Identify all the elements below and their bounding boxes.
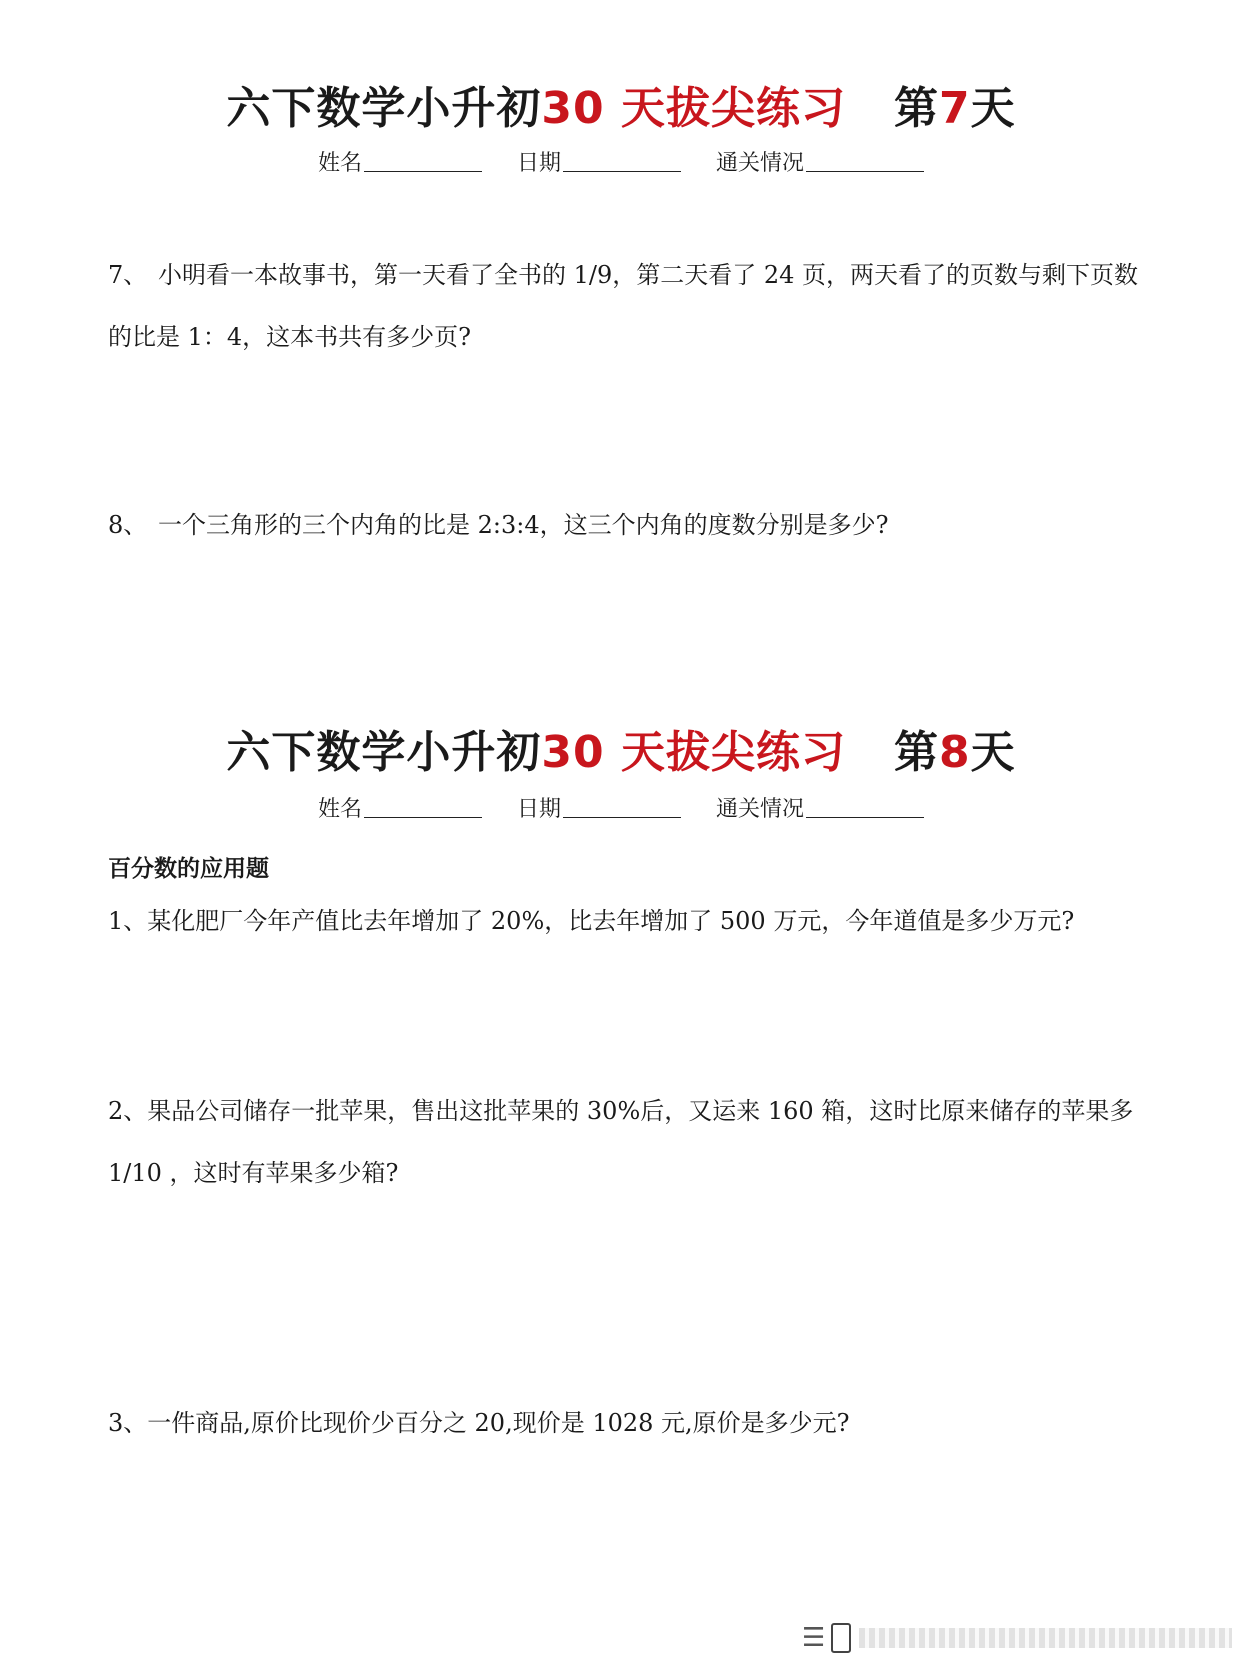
title-day-number: 7 [938, 83, 971, 134]
question-number: 2、 [108, 1097, 148, 1125]
question-3 [108, 1392, 1158, 1454]
date-field[interactable] [517, 146, 681, 177]
title-day-prefix: 第 [893, 727, 939, 778]
question-2 [108, 1080, 1158, 1204]
title-day-suffix: 天 [970, 83, 1016, 134]
title-day-number: 8 [938, 727, 971, 778]
title-highlight-text: 30 天拔尖练习 [541, 83, 846, 134]
question-number: 1、 [108, 907, 148, 935]
status-field[interactable] [716, 792, 924, 823]
date-blank[interactable] [563, 171, 681, 172]
question-number: 7、 [108, 261, 148, 289]
question-text: 一个三角形的三个内角的比是 2:3:4，这三个内角的度数分别是多少? [158, 511, 889, 539]
page-title-day8 [0, 716, 1242, 780]
name-blank[interactable] [364, 817, 482, 818]
student-info-row-day8 [0, 792, 1242, 823]
bookmark-icon [831, 1623, 851, 1653]
lines-icon: ☰ [802, 1623, 826, 1653]
student-info-row-day7 [0, 146, 1242, 177]
title-main-text: 六下数学小升初 [226, 727, 542, 778]
question-7 [108, 244, 1158, 368]
title-highlight-text: 30 天拔尖练习 [541, 727, 846, 778]
status-label: 通关情况 [716, 797, 805, 822]
status-label: 通关情况 [716, 151, 805, 176]
name-field[interactable] [318, 792, 482, 823]
status-blank[interactable] [806, 817, 924, 818]
page-title-day7 [0, 72, 1242, 136]
name-label: 姓名 [317, 151, 362, 176]
section-heading: 百分数的应用题 [108, 856, 269, 882]
date-label: 日期 [516, 151, 561, 176]
name-label: 姓名 [317, 797, 362, 822]
date-blank[interactable] [563, 817, 681, 818]
name-field[interactable] [318, 146, 482, 177]
date-field[interactable] [517, 792, 681, 823]
fade-strip [859, 1628, 1232, 1648]
question-text: 小明看一本故事书，第一天看了全书的 1/9，第二天看了 24 页，两天看了的页数与剩下页数的比是 1：4，这本书共有多少页? [108, 261, 1139, 351]
question-text: 果品公司储存一批苹果，售出这批苹果的 30%后，又运来 160 箱，这时比原来储存的苹果多 1/10 ，这时有苹果多少箱? [108, 1097, 1134, 1187]
name-blank[interactable] [364, 171, 482, 172]
date-label: 日期 [516, 797, 561, 822]
title-day-suffix: 天 [970, 727, 1016, 778]
status-blank[interactable] [806, 171, 924, 172]
question-8 [108, 494, 1158, 556]
question-number: 3、 [108, 1409, 148, 1437]
status-field[interactable] [716, 146, 924, 177]
question-1 [108, 890, 1158, 952]
watermark-icon [802, 1620, 1232, 1656]
question-text: 某化肥厂今年产值比去年增加了 20%，比去年增加了 500 万元，今年道值是多少万元? [147, 907, 1075, 935]
title-day-prefix: 第 [893, 83, 939, 134]
title-main-text: 六下数学小升初 [226, 83, 542, 134]
question-text: 一件商品,原价比现价少百分之 20,现价是 1028 元,原价是多少元? [147, 1409, 850, 1437]
question-number: 8、 [108, 511, 148, 539]
